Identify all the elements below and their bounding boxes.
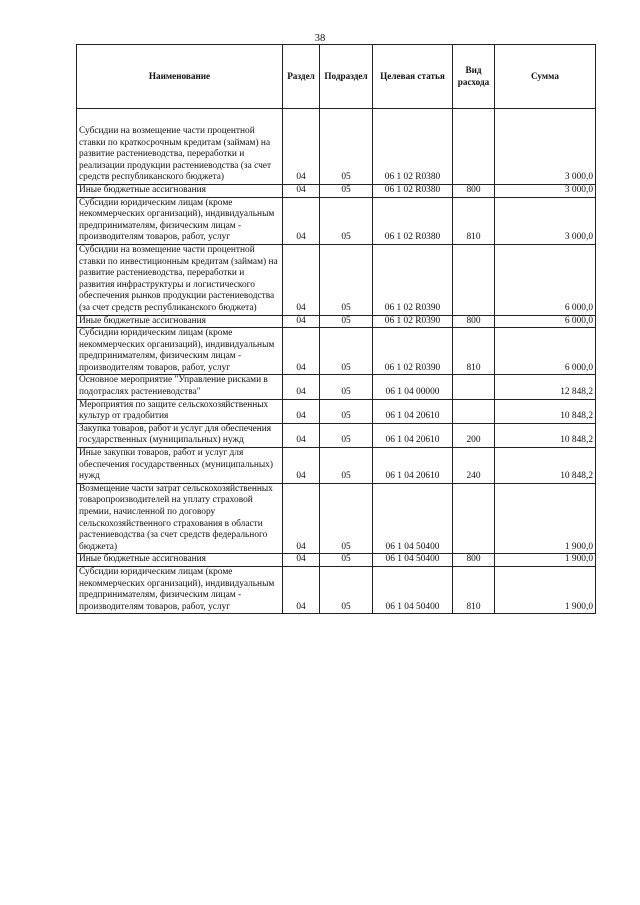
row-razdel: 04 — [283, 184, 320, 197]
row-summa: 12 848,2 — [495, 375, 596, 399]
row-razdel: 04 — [283, 483, 320, 554]
table-row — [77, 315, 596, 328]
row-podrazdel: 05 — [320, 554, 373, 567]
row-name: Возмещение части затрат сельскохозяйственных товаропроизводителей на уплату страховой премии, начисленной по договору сельскохозяйственного страхования в области растениеводства (за счет средств федерального бюджета) — [77, 483, 283, 554]
row-vid — [453, 399, 495, 423]
row-name: Основное мероприятие "Управление рисками в подотраслях растениеводства" — [77, 375, 283, 399]
row-summa: 1 900,0 — [495, 483, 596, 554]
row-podrazdel: 05 — [320, 399, 373, 423]
row-vid: 200 — [453, 423, 495, 447]
row-celevaya: 06 1 04 20610 — [373, 448, 453, 484]
row-razdel: 04 — [283, 328, 320, 375]
row-podrazdel: 05 — [320, 126, 373, 184]
header-vid: Вид расхода — [453, 45, 495, 109]
row-vid: 810 — [453, 328, 495, 375]
table-row — [77, 375, 596, 399]
row-name: Субсидии на возмещение части процентной ставки по инвестиционным кредитам (займам) на развитие растениеводства, переработки и развития инфраструктуры и логистического обеспечения рынков продукции растениеводства (за счет средств республиканского бюджета) — [77, 244, 283, 315]
row-name: Субсидии юридическим лицам (кроме некоммерческих организаций), индивидуальным предпринимателям, физическим лицам - производителям товаров, работ, услуг — [77, 197, 283, 244]
row-vid: 800 — [453, 554, 495, 567]
row-name: Иные закупки товаров, работ и услуг для обеспечения государственных (муниципальных) нужд — [77, 448, 283, 484]
row-name: Мероприятия по защите сельскохозяйственных культур от градобития — [77, 399, 283, 423]
row-razdel: 04 — [283, 448, 320, 484]
row-razdel: 04 — [283, 423, 320, 447]
row-summa: 10 848,2 — [495, 448, 596, 484]
row-summa: 6 000,0 — [495, 315, 596, 328]
row-vid: 800 — [453, 184, 495, 197]
row-podrazdel: 05 — [320, 197, 373, 244]
row-summa: 1 900,0 — [495, 554, 596, 567]
row-razdel: 04 — [283, 375, 320, 399]
row-vid — [453, 375, 495, 399]
row-celevaya: 06 1 04 50400 — [373, 483, 453, 554]
row-podrazdel: 05 — [320, 375, 373, 399]
table-row — [77, 184, 596, 197]
row-name: Иные бюджетные ассигнования — [77, 184, 283, 197]
page-number: 38 — [314, 33, 326, 44]
row-celevaya: 06 1 04 50400 — [373, 566, 453, 613]
row-name: Субсидии на возмещение части процентной ставки по краткосрочным кредитам (займам) на развитие растениеводства, переработки и реализации продукции растениеводства (за счет средств республиканского бюджета) — [77, 126, 283, 184]
header-name: Наименование — [77, 45, 283, 109]
row-celevaya: 06 1 02 R0390 — [373, 315, 453, 328]
row-celevaya: 06 1 02 R0380 — [373, 197, 453, 244]
header-razdel: Раздел — [283, 45, 320, 109]
row-celevaya: 06 1 02 R0380 — [373, 126, 453, 184]
row-celevaya: 06 1 04 20610 — [373, 423, 453, 447]
row-razdel: 04 — [283, 315, 320, 328]
row-celevaya: 06 1 04 20610 — [373, 399, 453, 423]
spacer-row — [77, 109, 596, 127]
row-podrazdel: 05 — [320, 483, 373, 554]
row-name: Закупка товаров, работ и услуг для обеспечения государственных (муниципальных) нужд — [77, 423, 283, 447]
row-name: Субсидии юридическим лицам (кроме некоммерческих организаций), индивидуальным предпринимателям, физическим лицам - производителям товаров, работ, услуг — [77, 566, 283, 613]
row-summa: 10 848,2 — [495, 399, 596, 423]
row-razdel: 04 — [283, 566, 320, 613]
budget-table — [76, 44, 596, 614]
row-name: Иные бюджетные ассигнования — [77, 315, 283, 328]
row-razdel: 04 — [283, 197, 320, 244]
row-vid: 800 — [453, 315, 495, 328]
row-vid: 810 — [453, 197, 495, 244]
row-vid: 810 — [453, 566, 495, 613]
row-name: Субсидии юридическим лицам (кроме некоммерческих организаций), индивидуальным предпринимателям, физическим лицам - производителям товаров, работ, услуг — [77, 328, 283, 375]
row-summa: 3 000,0 — [495, 184, 596, 197]
table-row — [77, 554, 596, 567]
row-summa: 10 848,2 — [495, 423, 596, 447]
header-podrazdel: Подраздел — [320, 45, 373, 109]
row-name: Иные бюджетные ассигнования — [77, 554, 283, 567]
row-summa: 1 900,0 — [495, 566, 596, 613]
row-summa: 6 000,0 — [495, 328, 596, 375]
table-row — [77, 399, 596, 423]
row-vid: 240 — [453, 448, 495, 484]
row-razdel: 04 — [283, 554, 320, 567]
header-summa: Сумма — [495, 45, 596, 109]
table-row — [77, 197, 596, 244]
table-row — [77, 244, 596, 315]
row-celevaya: 06 1 04 00000 — [373, 375, 453, 399]
row-podrazdel: 05 — [320, 566, 373, 613]
table-header-row — [77, 45, 596, 109]
row-celevaya: 06 1 02 R0390 — [373, 328, 453, 375]
row-razdel: 04 — [283, 126, 320, 184]
row-podrazdel: 05 — [320, 244, 373, 315]
row-razdel: 04 — [283, 244, 320, 315]
row-podrazdel: 05 — [320, 184, 373, 197]
row-podrazdel: 05 — [320, 448, 373, 484]
header-celevaya: Целевая статья — [373, 45, 453, 109]
row-podrazdel: 05 — [320, 315, 373, 328]
row-vid — [453, 126, 495, 184]
row-summa: 3 000,0 — [495, 126, 596, 184]
row-razdel: 04 — [283, 399, 320, 423]
row-vid — [453, 244, 495, 315]
table-row — [77, 126, 596, 184]
table-row — [77, 328, 596, 375]
row-podrazdel: 05 — [320, 423, 373, 447]
table-row — [77, 566, 596, 613]
row-celevaya: 06 1 02 R0380 — [373, 184, 453, 197]
row-summa: 6 000,0 — [495, 244, 596, 315]
table-row — [77, 483, 596, 554]
row-celevaya: 06 1 02 R0390 — [373, 244, 453, 315]
row-podrazdel: 05 — [320, 328, 373, 375]
row-celevaya: 06 1 04 50400 — [373, 554, 453, 567]
row-vid — [453, 483, 495, 554]
table-row — [77, 448, 596, 484]
table-row — [77, 423, 596, 447]
row-summa: 3 000,0 — [495, 197, 596, 244]
